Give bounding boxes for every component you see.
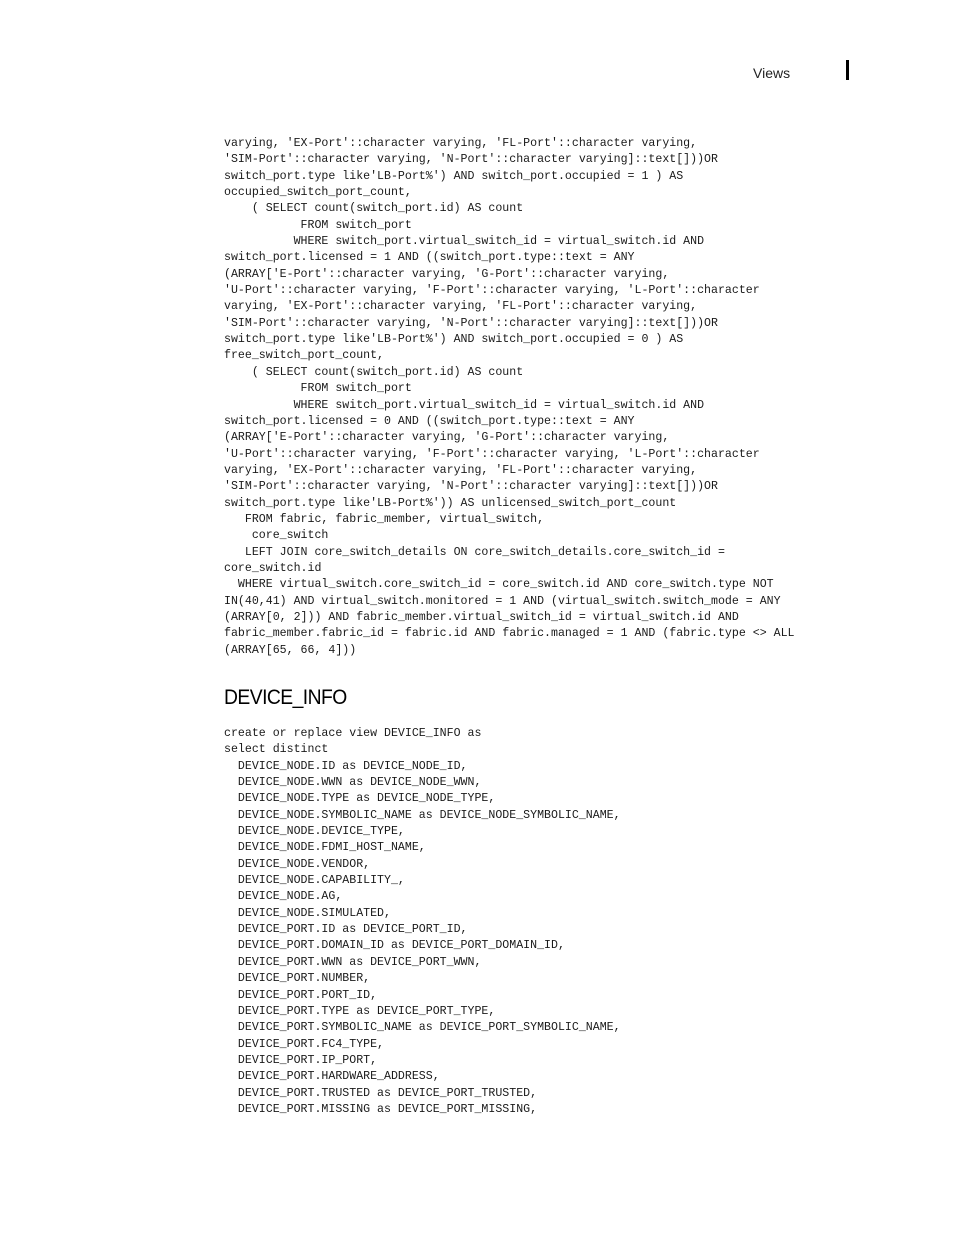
code-line: 'SIM-Port'::character varying, 'N-Port'::character varying]::text[]))OR: [224, 316, 718, 330]
code-line: DEVICE_PORT.FC4_TYPE,: [224, 1037, 385, 1051]
code-line: switch_port.type like'LB-Port%') AND switch_port.occupied = 0 ) AS: [224, 333, 684, 347]
code-line: WHERE switch_port.virtual_switch_id = virtual_switch.id AND: [224, 398, 705, 412]
code-line: DEVICE_NODE.ID as DEVICE_NODE_ID,: [224, 759, 468, 773]
code-line: free_switch_port_count,: [224, 349, 385, 363]
code-line: DEVICE_NODE.SIMULATED,: [224, 906, 391, 920]
code-line: DEVICE_NODE.AG,: [224, 890, 343, 904]
section-heading-device-info: DEVICE_INFO: [224, 686, 347, 709]
code-line: IN(40,41) AND virtual_switch.monitored = 1 AND (virtual_switch.switch_mode = ANY: [224, 594, 781, 608]
code-line: DEVICE_NODE.FDMI_HOST_NAME,: [224, 841, 426, 855]
code-line: core_switch.id: [224, 561, 322, 575]
code-line: DEVICE_PORT.DOMAIN_ID as DEVICE_PORT_DOMAIN_ID,: [224, 939, 565, 953]
code-line: DEVICE_PORT.HARDWARE_ADDRESS,: [224, 1070, 440, 1084]
code-line: switch_port.licensed = 1 AND ((switch_port.type::text = ANY: [224, 251, 635, 265]
code-line: switch_port.licensed = 0 AND ((switch_port.type::text = ANY: [224, 414, 635, 428]
code-line: select distinct: [224, 743, 329, 757]
code-line: fabric_member.fabric_id = fabric.id AND fabric.managed = 1 AND (fabric.type <> ALL: [224, 627, 795, 641]
running-header-title: Views: [753, 65, 791, 81]
header-rule-bar: [846, 60, 849, 80]
code-line: switch_port.type like'LB-Port%')) AS unlicensed_switch_port_count: [224, 496, 677, 510]
code-line: ( SELECT count(switch_port.id) AS count: [224, 202, 524, 216]
code-line: 'SIM-Port'::character varying, 'N-Port'::character varying]::text[]))OR: [224, 480, 718, 494]
code-line: (ARRAY['E-Port'::character varying, 'G-Port'::character varying,: [224, 267, 670, 281]
code-line: varying, 'EX-Port'::character varying, 'FL-Port'::character varying,: [224, 300, 698, 314]
code-line: DEVICE_NODE.TYPE as DEVICE_NODE_TYPE,: [224, 792, 496, 806]
code-block-continued: [224, 136, 795, 659]
code-line: create or replace view DEVICE_INFO as: [224, 727, 482, 740]
code-line: 'SIM-Port'::character varying, 'N-Port'::character varying]::text[]))OR: [224, 153, 718, 167]
code-line: varying, 'EX-Port'::character varying, 'FL-Port'::character varying,: [224, 137, 698, 150]
code-line: DEVICE_NODE.DEVICE_TYPE,: [224, 825, 405, 839]
code-line: FROM switch_port: [224, 218, 412, 232]
code-line: switch_port.type like'LB-Port%') AND switch_port.occupied = 1 ) AS: [224, 169, 684, 183]
code-line: 'U-Port'::character varying, 'F-Port'::character varying, 'L-Port'::character: [224, 284, 760, 298]
code-line: (ARRAY['E-Port'::character varying, 'G-Port'::character varying,: [224, 431, 670, 445]
code-line: LEFT JOIN core_switch_details ON core_switch_details.core_switch_id =: [224, 545, 725, 559]
code-line: DEVICE_PORT.ID as DEVICE_PORT_ID,: [224, 923, 468, 937]
code-line: DEVICE_NODE.CAPABILITY_,: [224, 874, 405, 888]
code-line: FROM fabric, fabric_member, virtual_switch,: [224, 512, 545, 526]
code-line: DEVICE_PORT.NUMBER,: [224, 972, 371, 986]
code-line: DEVICE_PORT.TYPE as DEVICE_PORT_TYPE,: [224, 1004, 496, 1018]
code-line: FROM switch_port: [224, 382, 412, 396]
code-line: DEVICE_PORT.WWN as DEVICE_PORT_WWN,: [224, 955, 482, 969]
code-line: DEVICE_PORT.SYMBOLIC_NAME as DEVICE_PORT_SYMBOLIC_NAME,: [224, 1021, 621, 1035]
code-line: (ARRAY[0, 2])) AND fabric_member.virtual_switch_id = virtual_switch.id AND: [224, 610, 739, 624]
code-line: DEVICE_PORT.MISSING as DEVICE_PORT_MISSING,: [224, 1102, 538, 1116]
code-line: DEVICE_NODE.VENDOR,: [224, 857, 371, 871]
code-line: DEVICE_NODE.SYMBOLIC_NAME as DEVICE_NODE_SYMBOLIC_NAME,: [224, 808, 621, 822]
code-line: (ARRAY[65, 66, 4])): [224, 643, 357, 657]
code-line: DEVICE_PORT.TRUSTED as DEVICE_PORT_TRUSTED,: [224, 1086, 538, 1100]
code-line: WHERE virtual_switch.core_switch_id = core_switch.id AND core_switch.type NOT: [224, 578, 774, 592]
code-line: DEVICE_NODE.WWN as DEVICE_NODE_WWN,: [224, 776, 482, 790]
code-line: ( SELECT count(switch_port.id) AS count: [224, 365, 524, 379]
code-line: WHERE switch_port.virtual_switch_id = virtual_switch.id AND: [224, 235, 705, 249]
code-block-device-info: [224, 726, 621, 1118]
code-line: DEVICE_PORT.IP_PORT,: [224, 1053, 378, 1067]
code-line: 'U-Port'::character varying, 'F-Port'::character varying, 'L-Port'::character: [224, 447, 760, 461]
code-line: DEVICE_PORT.PORT_ID,: [224, 988, 378, 1002]
code-line: core_switch: [224, 529, 329, 543]
code-line: occupied_switch_port_count,: [224, 186, 412, 200]
code-line: varying, 'EX-Port'::character varying, 'FL-Port'::character varying,: [224, 463, 698, 477]
